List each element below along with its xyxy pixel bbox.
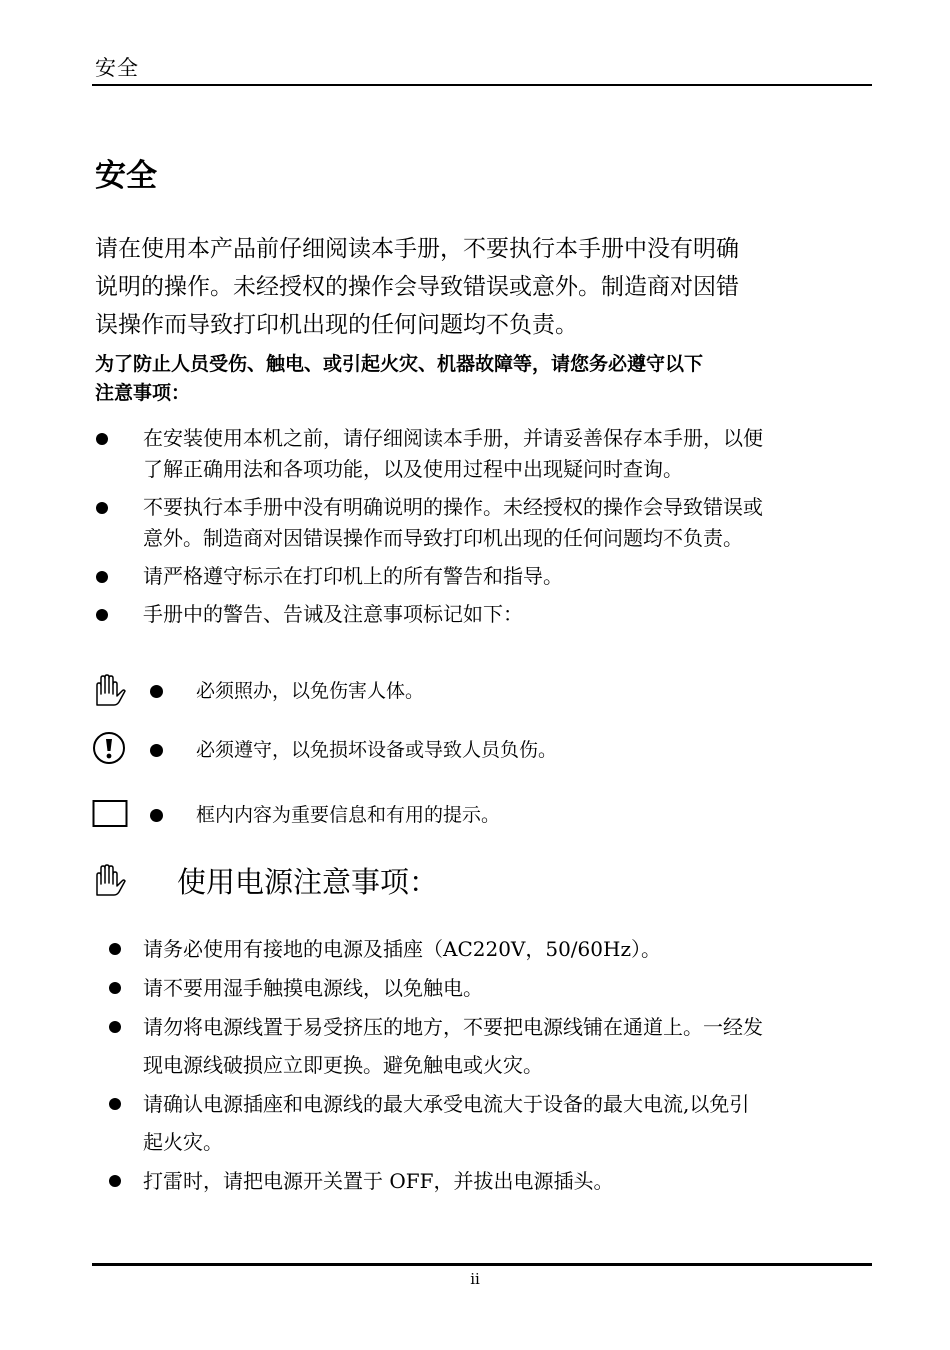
- intro-line: 说明的操作。未经授权的操作会导致错误或意外。制造商对因错: [95, 274, 739, 300]
- list-item: [95, 492, 885, 554]
- list-item: [108, 1162, 888, 1200]
- legend-row-box: [92, 796, 692, 836]
- list-item: [108, 930, 888, 968]
- intro-line: 请在使用本产品前仔细阅读本手册，不要执行本手册中没有明确: [95, 236, 739, 262]
- hand-stop-icon: [92, 672, 128, 708]
- intro-line: 误操作而导致打印机出现的任何问题均不负责。: [95, 312, 578, 338]
- list-item-line: 在安装使用本机之前，请仔细阅读本手册，并请妥善保存本手册，以便: [143, 426, 763, 450]
- list-item: [95, 599, 885, 630]
- bullet-icon: [109, 1098, 121, 1110]
- list-item-line: 请不要用湿手触摸电源线，以免触电。: [143, 976, 483, 1000]
- list-item-line: 现电源线破损应立即更换。避免触电或火灾。: [143, 1053, 543, 1077]
- list-item: [108, 1008, 888, 1084]
- bullet-icon: [96, 609, 108, 621]
- bullet-icon: [109, 1021, 121, 1033]
- legend-row-hand: [92, 672, 692, 712]
- bullet-icon: [96, 571, 108, 583]
- list-item-line: 意外。制造商对因错误操作而导致打印机出现的任何问题均不负责。: [143, 526, 743, 550]
- list-item: [108, 1085, 888, 1161]
- list-item-line: 请勿将电源线置于易受挤压的地方，不要把电源线铺在通道上。一经发: [143, 1015, 763, 1039]
- section-title: 使用电源注意事项：: [177, 865, 439, 899]
- power-precaution-list: [108, 930, 888, 1201]
- bullet-icon: [109, 943, 121, 955]
- bullet-icon: [96, 433, 108, 445]
- list-item-line: 起火灾。: [143, 1130, 223, 1154]
- legend-text: 框内内容为重要信息和有用的提示。: [196, 804, 501, 826]
- bold-note-line: 为了防止人员受伤、触电、或引起火灾、机器故障等，请您务必遵守以下: [95, 353, 704, 375]
- list-item-line: 打雷时，请把电源开关置于 OFF，并拔出电源插头。: [143, 1169, 614, 1193]
- precaution-list: [95, 423, 885, 637]
- bold-note: [95, 350, 875, 408]
- running-header: 安全: [95, 56, 139, 80]
- list-item-line: 请务必使用有接地的电源及插座（AC220V，50/60Hz）。: [143, 937, 661, 961]
- bullet-icon: [150, 809, 163, 822]
- list-item-line: 了解正确用法和各项功能，以及使用过程中出现疑问时查询。: [143, 457, 683, 481]
- list-item: [108, 969, 888, 1007]
- bullet-icon: [150, 744, 163, 757]
- legend-text: 必须遵守，以免损坏设备或导致人员负伤。: [196, 739, 558, 761]
- bullet-icon: [109, 982, 121, 994]
- list-item: [95, 423, 885, 485]
- legend-row-caution: [92, 731, 692, 771]
- list-item: [95, 561, 885, 592]
- bold-note-line: 注意事项：: [95, 382, 191, 404]
- footer-rule: [92, 1263, 872, 1266]
- page-title: 安全: [95, 158, 157, 194]
- bullet-icon: [109, 1175, 121, 1187]
- legend-text: 必须照办，以免伤害人体。: [196, 680, 425, 702]
- exclamation-circle-icon: [92, 731, 128, 767]
- bullet-icon: [150, 685, 163, 698]
- header-rule: [92, 84, 872, 86]
- list-item-line: 不要执行本手册中没有明确说明的操作。未经授权的操作会导致错误或: [143, 495, 763, 519]
- hand-stop-icon: [92, 862, 128, 898]
- page-number: ii: [470, 1270, 480, 1288]
- list-item-line: 请确认电源插座和电源线的最大承受电流大于设备的最大电流,以免引: [143, 1092, 750, 1116]
- empty-box-icon: [92, 796, 128, 832]
- list-item-line: 请严格遵守标示在打印机上的所有警告和指导。: [143, 564, 563, 588]
- intro-paragraph: [95, 230, 875, 344]
- list-item-line: 手册中的警告、告诫及注意事项标记如下：: [143, 602, 523, 626]
- bullet-icon: [96, 502, 108, 514]
